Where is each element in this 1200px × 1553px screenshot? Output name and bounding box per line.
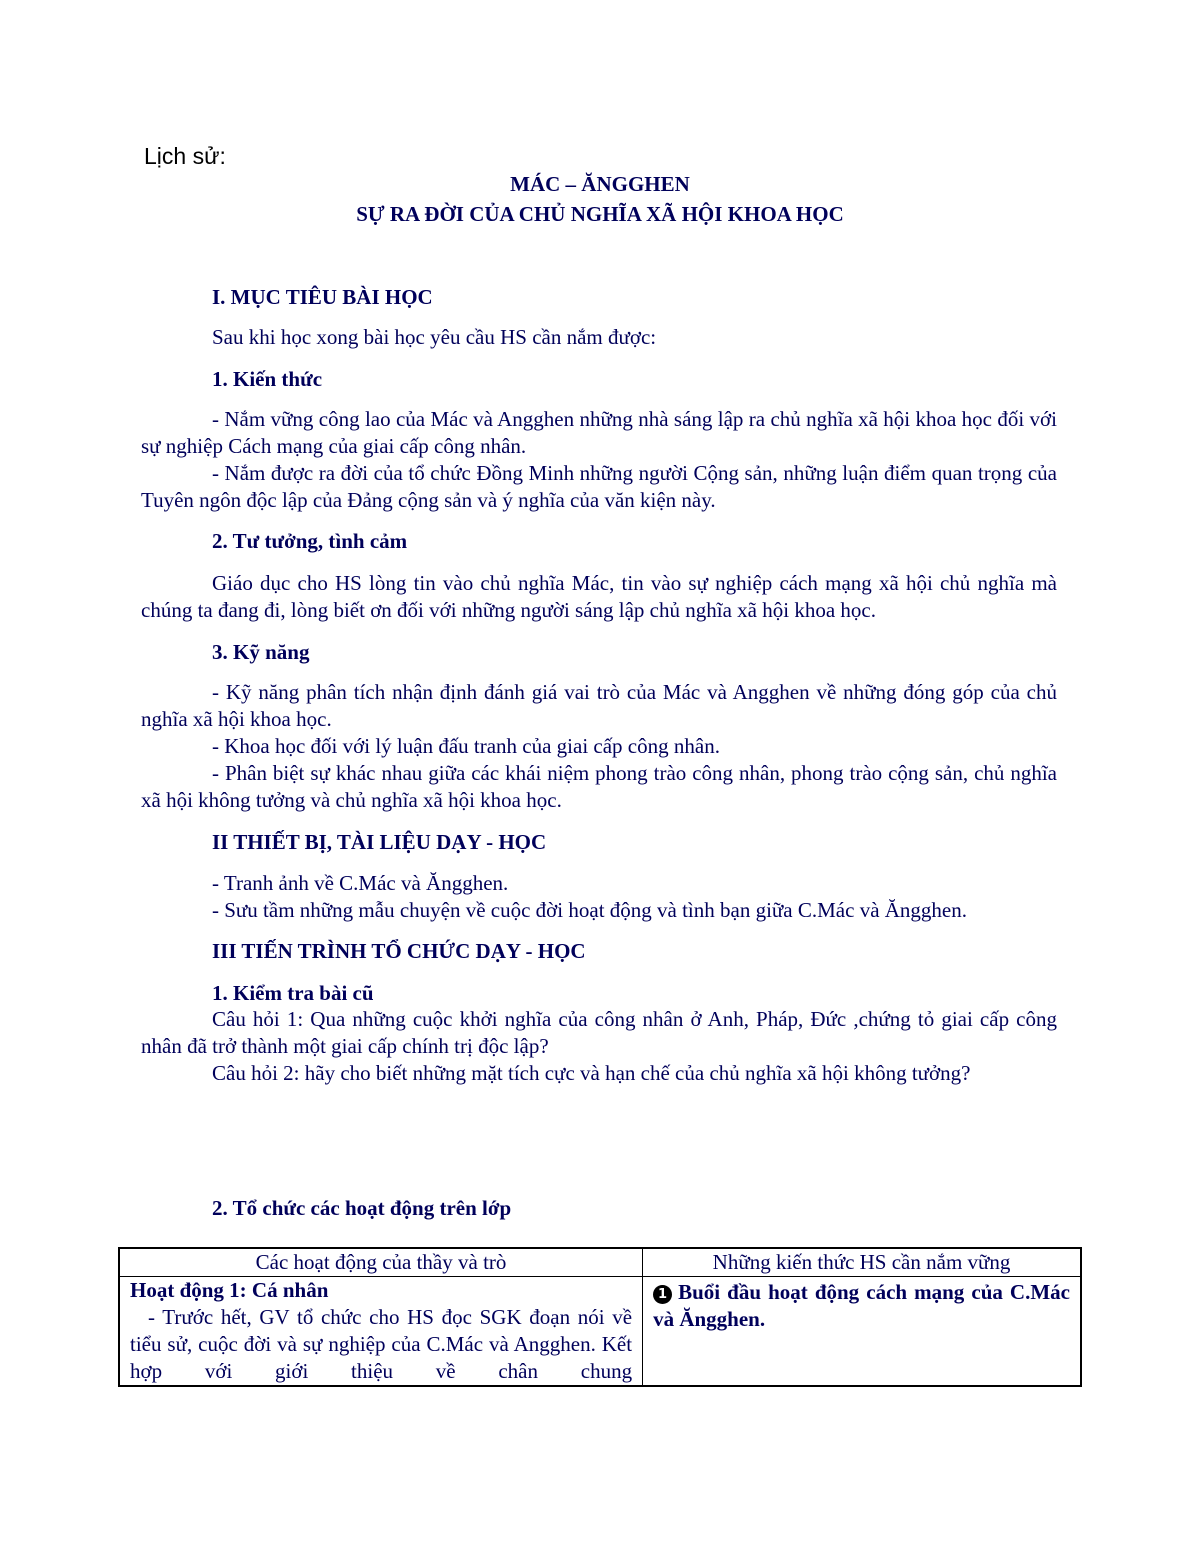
review-heading: 1. Kiểm tra bài cũ (212, 981, 374, 1005)
equipment-item: - Tranh ảnh về C.Mác và Ăngghen. (212, 871, 509, 895)
knowledge-item: - Nắm vững công lao của Mác và Angghen những nhà sáng lập ra chủ nghĩa xã hội khoa học đối với sự nghiệp Cách mạng của giai cấp công nhân. (141, 407, 1057, 458)
attitude-text: Giáo dục cho HS lòng tin vào chủ nghĩa Mác, tin vào sự nghiệp cách mạng xã hội chủ nghĩa mà chúng ta đang đi, lòng biết ơn đối với những người sáng lập chủ nghĩa xã hội khoa học. (141, 571, 1057, 622)
equipment-item: - Sưu tầm những mẫu chuyện về cuộc đời hoạt động và tình bạn giữa C.Mác và Ăngghen. (212, 898, 968, 922)
section3-heading: III TIẾN TRÌNH TỔ CHỨC DẠY - HỌC (212, 939, 586, 963)
activities-heading: 2. Tổ chức các hoạt động trên lớp (212, 1196, 512, 1220)
section1-intro: Sau khi học xong bài học yêu cầu HS cần nắm được: (212, 325, 657, 349)
section1-heading: I. MỤC TIÊU BÀI HỌC (212, 285, 433, 309)
table-row (119, 1277, 1081, 1387)
title-line-2: SỰ RA ĐỜI CỦA CHỦ NGHĨA XÃ HỘI KHOA HỌC (356, 202, 844, 226)
lesson-table (118, 1247, 1082, 1387)
title-line-1: MÁC – ĂNGGHEN (510, 172, 690, 196)
knowledge-point-text: Buổi đầu hoạt động cách mạng của C.Mác và Ăngghen. (653, 1280, 1070, 1331)
review-question: Câu hỏi 2: hãy cho biết những mặt tích cực và hạn chế của chủ nghĩa xã hội không tưởng? (212, 1061, 971, 1085)
section2-list (141, 870, 1057, 924)
knowledge-cell (643, 1277, 1081, 1387)
table-header-activities: Các hoạt động của thầy và trò (119, 1248, 643, 1277)
knowledge-point (653, 1277, 1070, 1333)
skills-item: - Khoa học đối với lý luận đấu tranh của giai cấp công nhân. (212, 734, 720, 758)
subject-label: Lịch sử: (144, 143, 226, 169)
activity-cell (119, 1277, 643, 1387)
skills-heading: 3. Kỹ năng (212, 640, 310, 664)
skills-item: - Kỹ năng phân tích nhận định đánh giá vai trò của Mác và Angghen về những đóng góp của chủ nghĩa xã hội khoa học. (141, 680, 1057, 731)
activity-title: Hoạt động 1: Cá nhân (130, 1278, 329, 1302)
table-header-knowledge: Những kiến thức HS cần nắm vững (643, 1248, 1081, 1277)
attitude-text-block (141, 570, 1057, 624)
attitude-heading: 2. Tư tưởng, tình cảm (212, 529, 408, 553)
skills-item: - Phân biệt sự khác nhau giữa các khái niệm phong trào công nhân, phong trào cộng sản, chủ nghĩa xã hội không tưởng và chủ nghĩa xã hội khoa học. (141, 761, 1057, 812)
knowledge-heading: 1. Kiến thức (212, 367, 323, 391)
activity-text: - Trước hết, GV tổ chức cho HS đọc SGK đoạn nói về tiểu sử, cuộc đời và sự nghiệp của C.Mác và Angghen. Kết hợp với giới thiệu về chân chung (130, 1305, 633, 1383)
skills-list (141, 679, 1057, 814)
knowledge-list (141, 406, 1057, 514)
table-header-row (119, 1248, 1081, 1277)
numbered-bullet-icon: 1 (653, 1285, 672, 1304)
knowledge-item: - Nắm được ra đời của tổ chức Đồng Minh những người Cộng sản, những luận điểm quan trọng của Tuyên ngôn độc lập của Đảng cộng sản và ý nghĩa của văn kiện này. (141, 461, 1057, 512)
review-questions (141, 1006, 1057, 1087)
section2-heading: II THIẾT BỊ, TÀI LIỆU DẠY - HỌC (212, 830, 547, 854)
review-question: Câu hỏi 1: Qua những cuộc khởi nghĩa của công nhân ở Anh, Pháp, Đức ,chứng tỏ giai cấp công nhân đã trở thành một giai cấp chính trị độc lập? (141, 1007, 1057, 1058)
